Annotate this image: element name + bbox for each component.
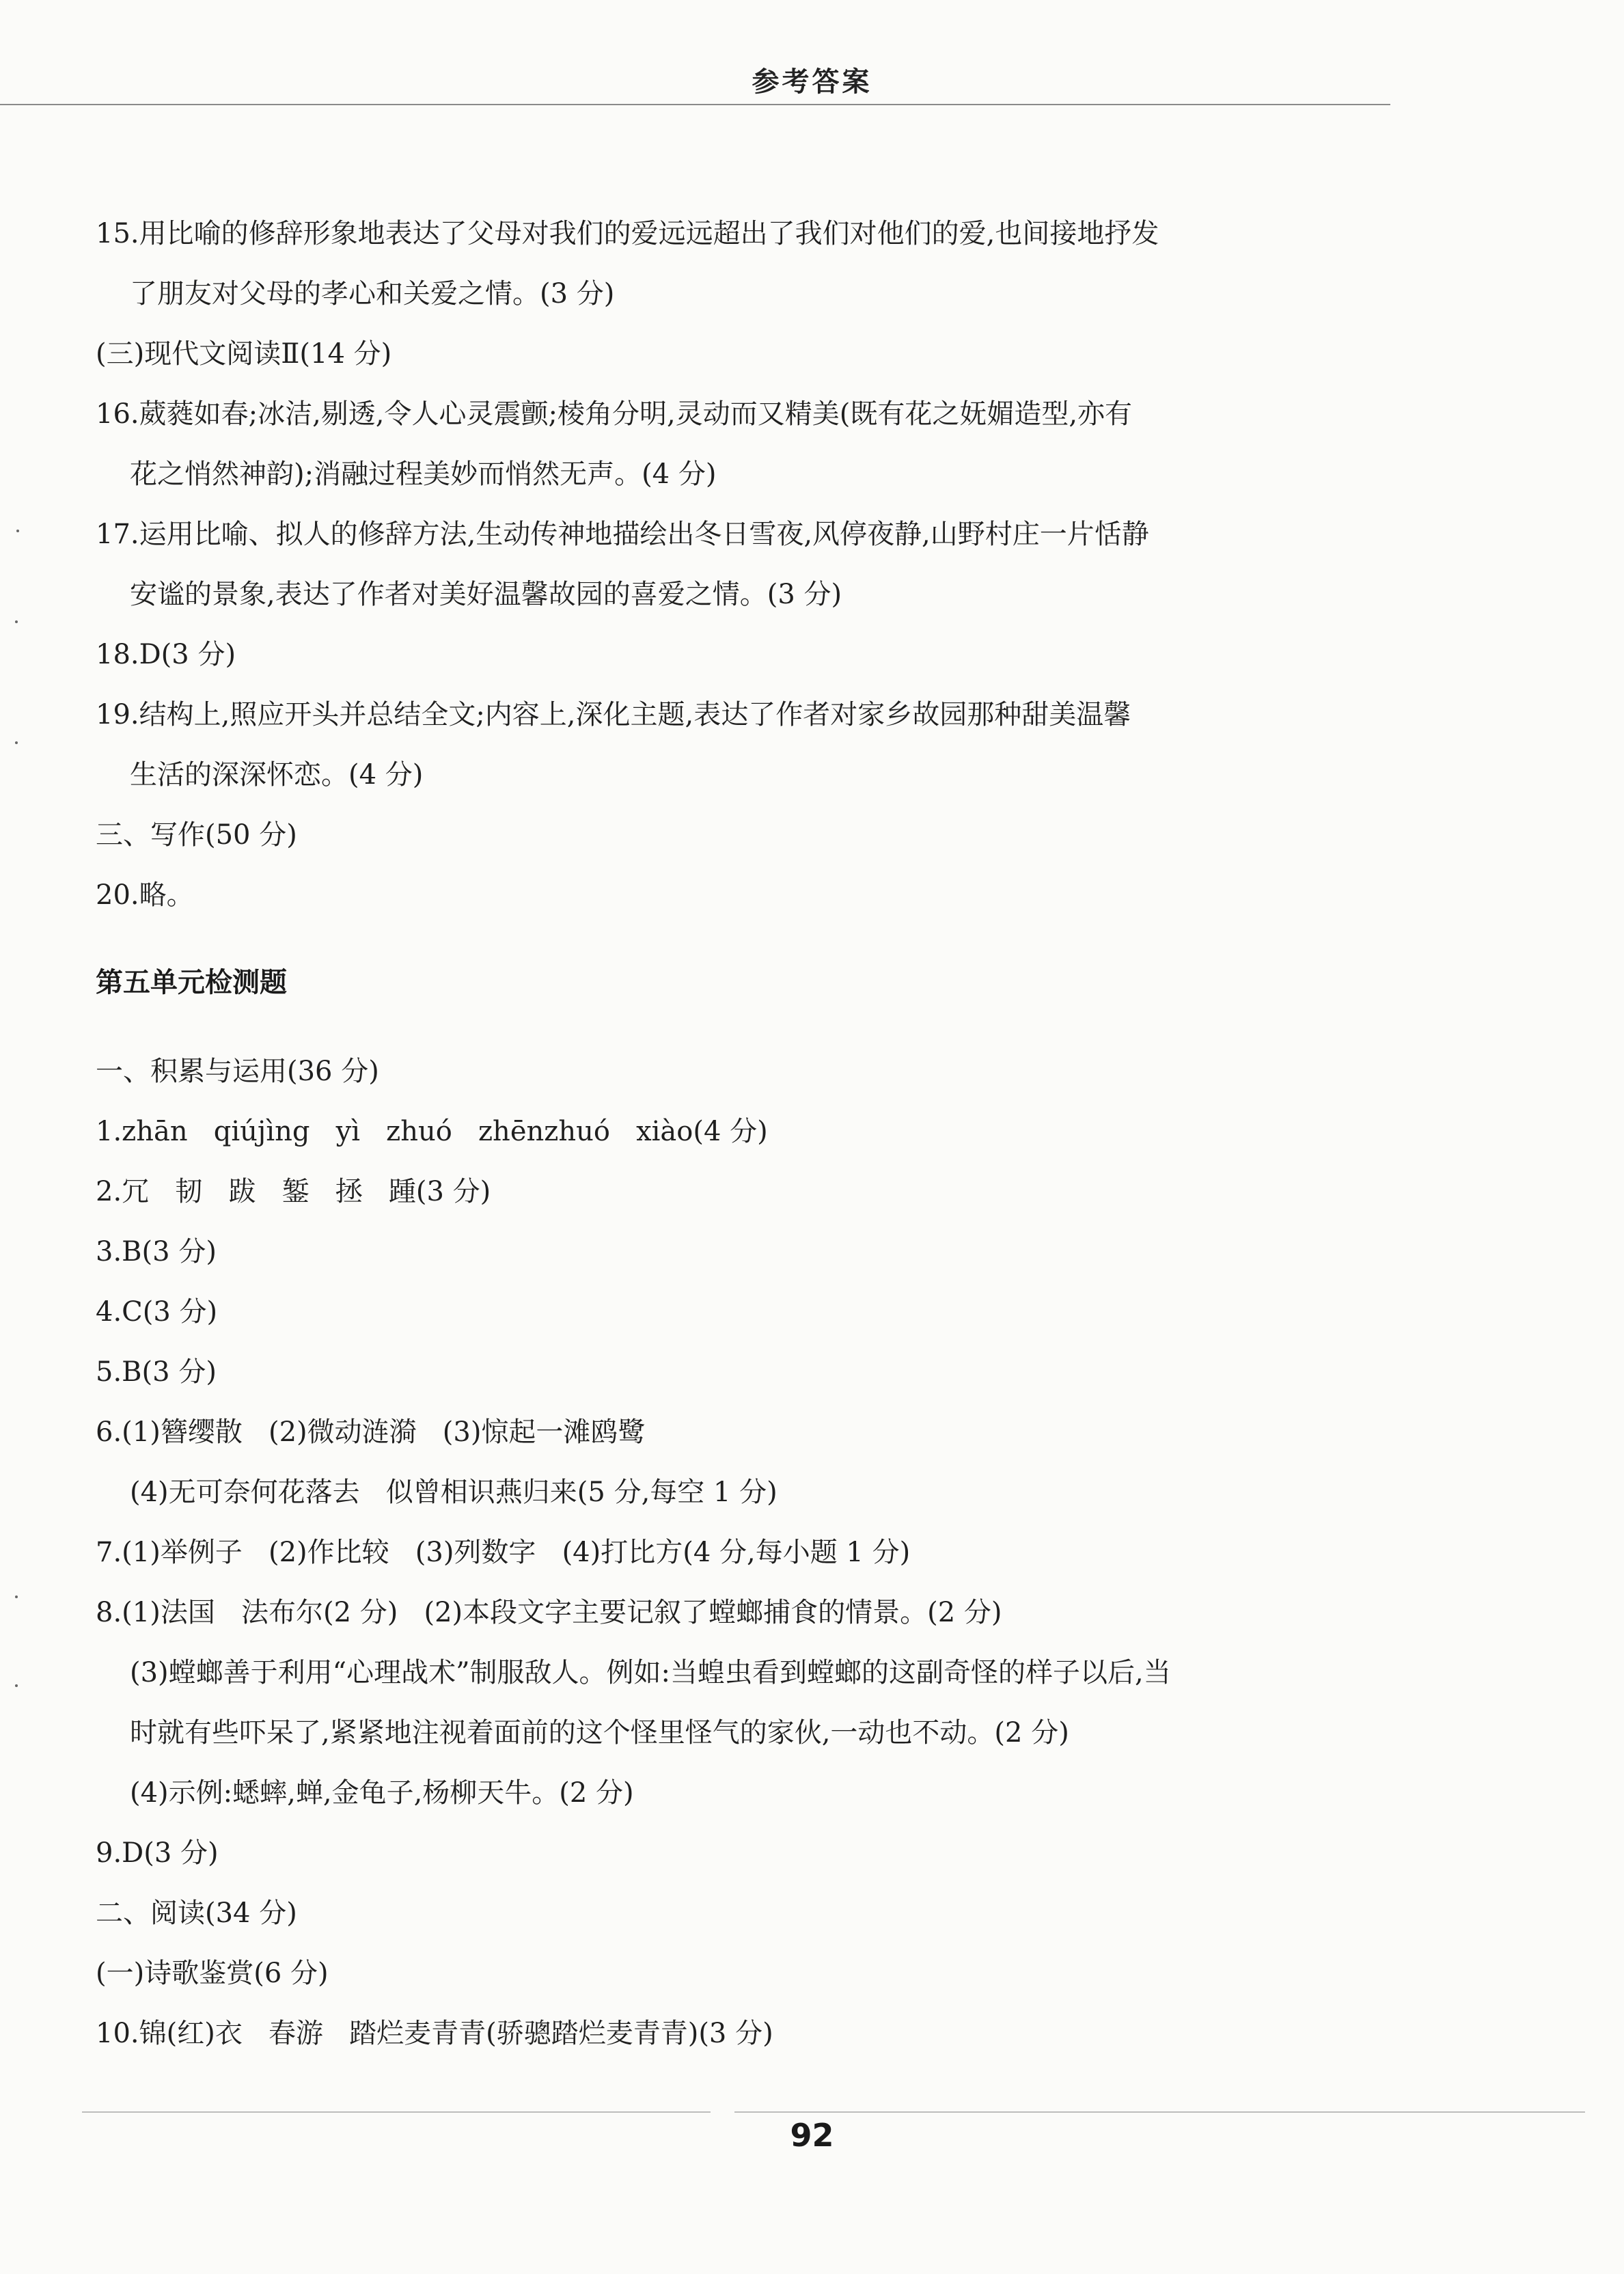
answer-line: 6.(1)簪缨散 (2)微动涟漪 (3)惊起一滩鸥鹭	[96, 1416, 646, 1448]
answer-line: 10.锦(红)衣 春游 踏烂麦青青(骄骢踏烂麦青青)(3 分)	[96, 2018, 773, 2049]
answer-line: 花之悄然神韵);消融过程美妙而悄然无声。(4 分)	[130, 458, 717, 490]
answer-line: 7.(1)举例子 (2)作比较 (3)列数字 (4)打比方(4 分,每小题 1 分)	[96, 1537, 911, 1568]
answer-line: 2.冗 韧 跋 錾 拯 踵(3 分)	[96, 1176, 491, 1207]
answer-line: 16.葳蕤如春;冰洁,剔透,令人心灵震颤;棱角分明,灵动而又精美(既有花之妩媚造型,亦有	[96, 398, 1133, 430]
section-heading: 第五单元检测题	[96, 967, 287, 998]
page-header-title: 参考答案	[752, 66, 872, 98]
answer-line: 17.运用比喻、拟人的修辞方法,生动传神地描绘出冬日雪夜,风停夜静,山野村庄一片恬静	[96, 519, 1149, 550]
section-line: 一、积累与运用(36 分)	[96, 1056, 379, 1087]
section-line: 二、阅读(34 分)	[96, 1898, 297, 1929]
answer-line: 5.B(3 分)	[96, 1356, 217, 1388]
scan-speck	[16, 530, 19, 532]
answer-line: (4)无可奈何花落去 似曾相识燕归来(5 分,每空 1 分)	[130, 1477, 777, 1508]
scan-speck	[15, 620, 18, 623]
answer-line: 18.D(3 分)	[96, 639, 236, 670]
section-line: (一)诗歌鉴赏(6 分)	[96, 1958, 329, 1989]
scan-speck	[15, 1684, 18, 1687]
footer-rule-right	[734, 2111, 1585, 2113]
scan-speck	[15, 1595, 18, 1598]
answer-line: 9.D(3 分)	[96, 1837, 219, 1869]
page-number: 92	[790, 2117, 834, 2154]
section-line: (三)现代文阅读Ⅱ(14 分)	[96, 338, 392, 370]
footer-rule-left	[82, 2111, 711, 2113]
answer-line: 1.zhān qiújìng yì zhuó zhēnzhuó xiào(4 分)	[96, 1116, 768, 1147]
answer-line: 生活的深深怀恋。(4 分)	[130, 759, 424, 791]
header-rule	[0, 104, 1390, 105]
answer-line: 8.(1)法国 法布尔(2 分) (2)本段文字主要记叙了螳螂捕食的情景。(2 分)	[96, 1597, 1002, 1628]
answer-line: 20.略。	[96, 879, 194, 911]
answer-line: 15.用比喻的修辞形象地表达了父母对我们的爱远远超出了我们对他们的爱,也间接地抒发	[96, 218, 1159, 249]
answer-line: (4)示例:蟋蟀,蝉,金龟子,杨柳天牛。(2 分)	[130, 1777, 634, 1809]
answer-line: 了朋友对父母的孝心和关爱之情。(3 分)	[130, 278, 615, 310]
section-line: 三、写作(50 分)	[96, 819, 297, 851]
scan-speck	[15, 741, 18, 744]
answer-line: 3.B(3 分)	[96, 1236, 217, 1268]
answer-line: (3)螳螂善于利用“心理战术”制服敌人。例如:当蝗虫看到螳螂的这副奇怪的样子以后,当	[130, 1657, 1171, 1688]
answer-line: 时就有些吓呆了,紧紧地注视着面前的这个怪里怪气的家伙,一动也不动。(2 分)	[130, 1717, 1069, 1749]
answer-line: 4.C(3 分)	[96, 1296, 218, 1328]
answer-line: 19.结构上,照应开头并总结全文;内容上,深化主题,表达了作者对家乡故园那种甜美温馨	[96, 699, 1131, 730]
answer-line: 安谧的景象,表达了作者对美好温馨故园的喜爱之情。(3 分)	[130, 579, 842, 610]
